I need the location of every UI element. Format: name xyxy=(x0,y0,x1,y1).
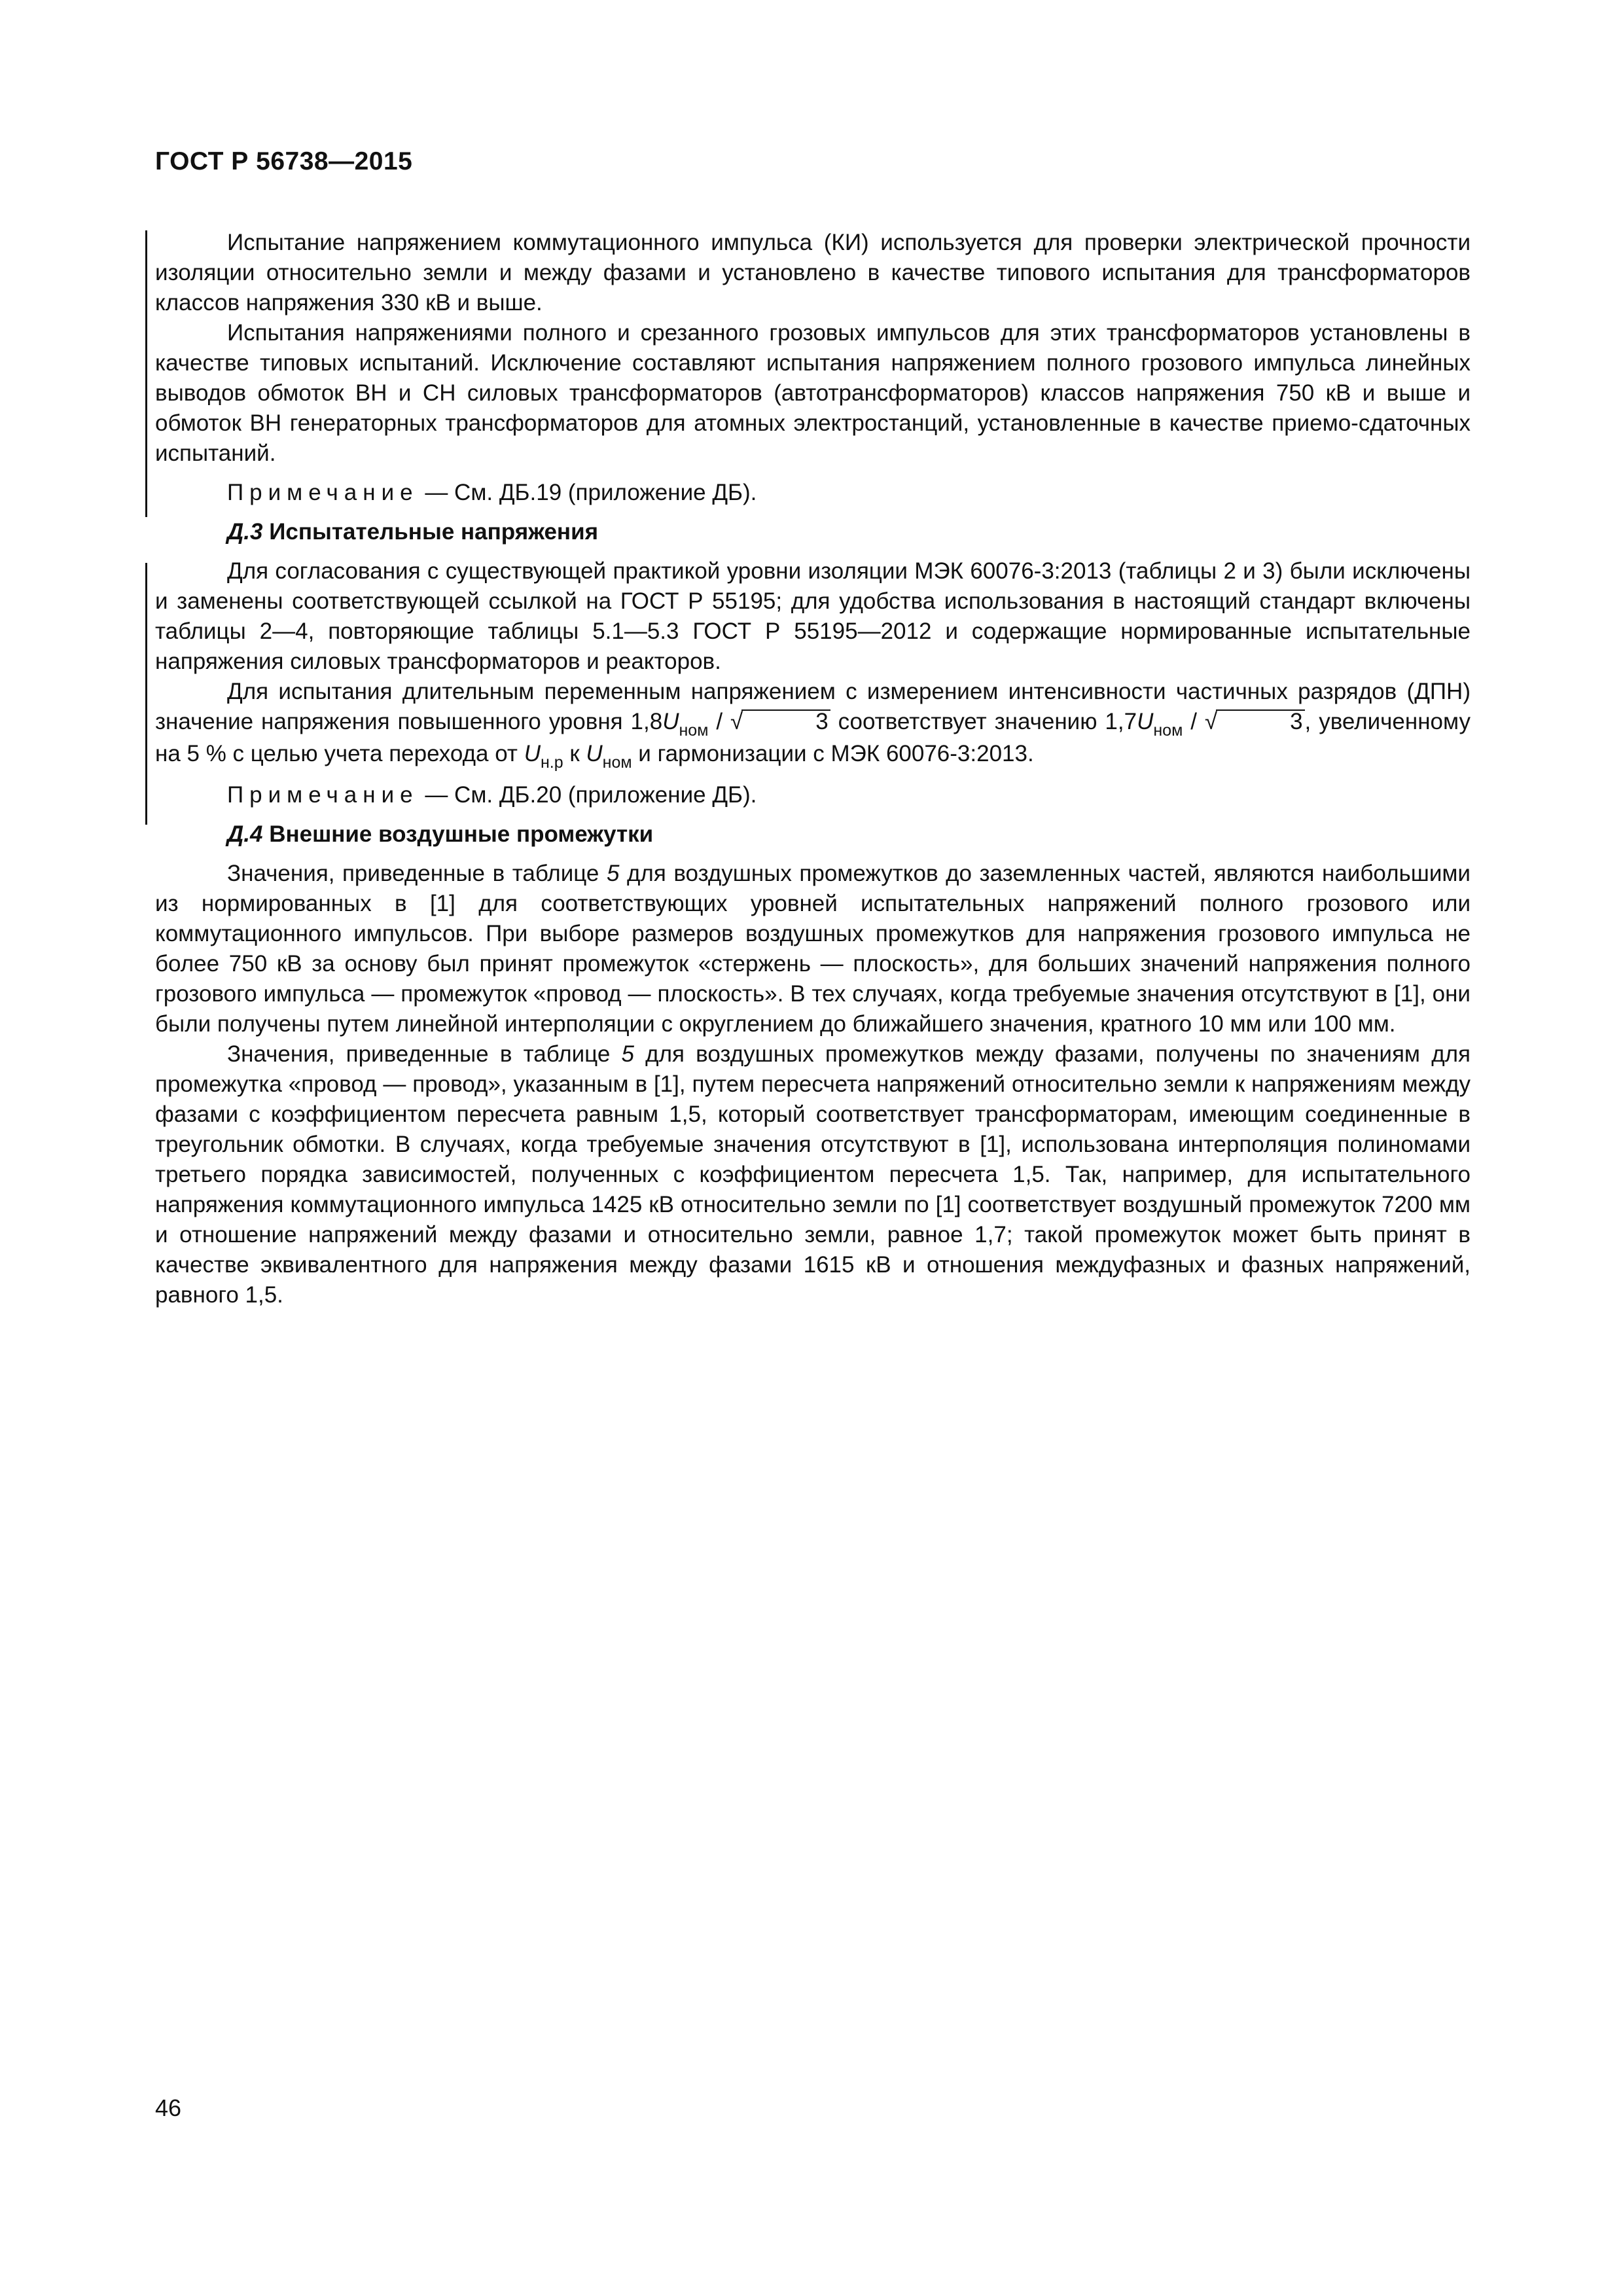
formula-subscript: ном xyxy=(679,721,709,740)
note-label: Примечание xyxy=(227,782,419,808)
page-number: 46 xyxy=(155,2094,182,2121)
text-run: для воздушных промежутков между фазами, получены по значениям для промежутка «провод — провод», указанным в [1], путем пересчета напряжений относительно земли к напряжениям между фазами с коэффициентом пересчета равным 1,5, который соответствует трансформаторам, имеющим соединенные в треугольник обмотки. В случаях, когда требуемые значения отсутствуют в [1], использована интерполяция полиномами третьего порядка зависимостей, полученных с коэффициентом пересчета 1,5. Так, например, для испытательного напряжения коммутационного импульса 1425 кВ относительно земли по [1] соответствует воздушный промежуток 7200 мм и отношение напряжений между фазами и относительно земли, равное 1,7; такой промежуток может быть принят в качестве эквивалентного для напряжения между фазами 1615 кВ и отношения междуфазных и фазных напряжений, равного 1,5. xyxy=(155,1041,1471,1308)
section-number: Д.4 xyxy=(227,821,263,847)
note xyxy=(155,478,1471,508)
change-bar xyxy=(145,563,147,825)
formula-subscript: ном xyxy=(1153,721,1183,740)
text-run: Значения, приведенные в таблице xyxy=(227,861,607,886)
paragraph: Испытания напряжениями полного и срезанного грозовых импульсов для этих трансформаторов установлены в качестве типовых испытаний. Исключение составляют испытания напряжением полного грозового импульса линейных выводов обмоток ВН и СН силовых трансформаторов (автотрансформаторов) классов напряжения 750 кВ и выше и обмоток ВН генераторных трансформаторов для атомных электростанций, установленные в качестве приемо-сдаточных испытаний. xyxy=(155,320,1471,466)
table-reference: 5 xyxy=(606,861,620,886)
formula-subscript: ном xyxy=(602,753,632,772)
section-number: Д.3 xyxy=(227,519,263,545)
text-run: Значения, приведенные в таблице xyxy=(227,1041,622,1067)
note-text: — См. ДБ.19 (приложение ДБ). xyxy=(418,480,757,505)
document-header: ГОСТ Р 56738—2015 xyxy=(155,147,413,175)
formula-symbol: U xyxy=(524,741,541,766)
note xyxy=(155,780,1471,810)
formula-radicand: 3 xyxy=(1216,709,1304,733)
formula-symbol: U xyxy=(586,741,603,766)
formula-radicand: 3 xyxy=(741,709,830,733)
document-body xyxy=(155,228,1471,1310)
paragraph xyxy=(155,859,1471,1039)
paragraph: Испытание напряжением коммутационного импульса (КИ) используется для проверки электрической прочности изоляции относительно земли и между фазами и установлено в качестве типового испытания для трансформаторов классов напряжения 330 кВ и выше. xyxy=(155,230,1471,315)
paragraph: Для испытания длительным переменным напряжением с измерением интенсивности частичных разрядов (ДПН) значение напряжения повышенного уровня $1,8U_{ном}$ / √ 3 соответствует значению $1,7U_{ном}$ / √ 3, увеличенному на 5 % с целью учета перехода от $U_{н.р}$ к $U_{ном}$ и гармонизации с МЭК 60076-3:2013. xyxy=(155,679,1471,772)
text-run: и гармонизации с МЭК 60076-3:2013. xyxy=(632,741,1034,766)
section-heading xyxy=(227,819,1471,850)
section-heading xyxy=(227,517,1471,547)
text-run: Для испытания длительным переменным напряжением с измерением интенсивности частичных разрядов (ДПН) значение напряжения повышенного уровня 1,8 xyxy=(155,679,1471,734)
text-run: для воздушных промежутков до заземленных частей, являются наибольшими из нормированных в [1] для соответствующих уровней испытательных напряжений полного грозового или коммутационного импульсов. При выборе размеров воздушных промежутков для напряжения грозового импульса не более 750 кВ за основу был принят промежуток «стержень — плоскость», для больших значений напряжения полного грозового импульса — промежуток «провод — плоскость». В тех случаях, когда требуемые значения отсутствуют в [1], они были получены путем линейной интерполяции с округлением до ближайшего значения, кратного 10 мм или 100 мм. xyxy=(155,861,1471,1037)
text-run: , увеличенному на 5 % с целью учета перехода от xyxy=(155,709,1471,766)
text-run: соответствует значению 1,7 xyxy=(830,709,1137,734)
note-text: — См. ДБ.20 (приложение ДБ). xyxy=(418,782,757,808)
text-run: к xyxy=(563,741,586,766)
formula-symbol: U xyxy=(662,709,679,734)
section-title: Испытательные напряжения xyxy=(262,519,599,545)
paragraph xyxy=(155,1039,1471,1310)
table-reference: 5 xyxy=(621,1041,634,1067)
formula-symbol: U xyxy=(1137,709,1154,734)
paragraph: Для согласования с существующей практикой уровни изоляции МЭК 60076-3:2013 (таблицы 2 и 3) были исключены и заменены соответствующей ссылкой на ГОСТ Р 55195; для удобства использования в настоящий стандарт включены таблицы 2—4, повторяющие таблицы 5.1—5.3 ГОСТ Р 55195—2012 и содержащие нормированные испытательные напряжения силовых трансформаторов и реакторов. xyxy=(155,558,1471,674)
section-title: Внешние воздушные промежутки xyxy=(262,821,654,847)
formula-subscript: н.р xyxy=(540,753,563,772)
note-label: Примечание xyxy=(227,480,419,505)
change-bar xyxy=(145,230,147,517)
